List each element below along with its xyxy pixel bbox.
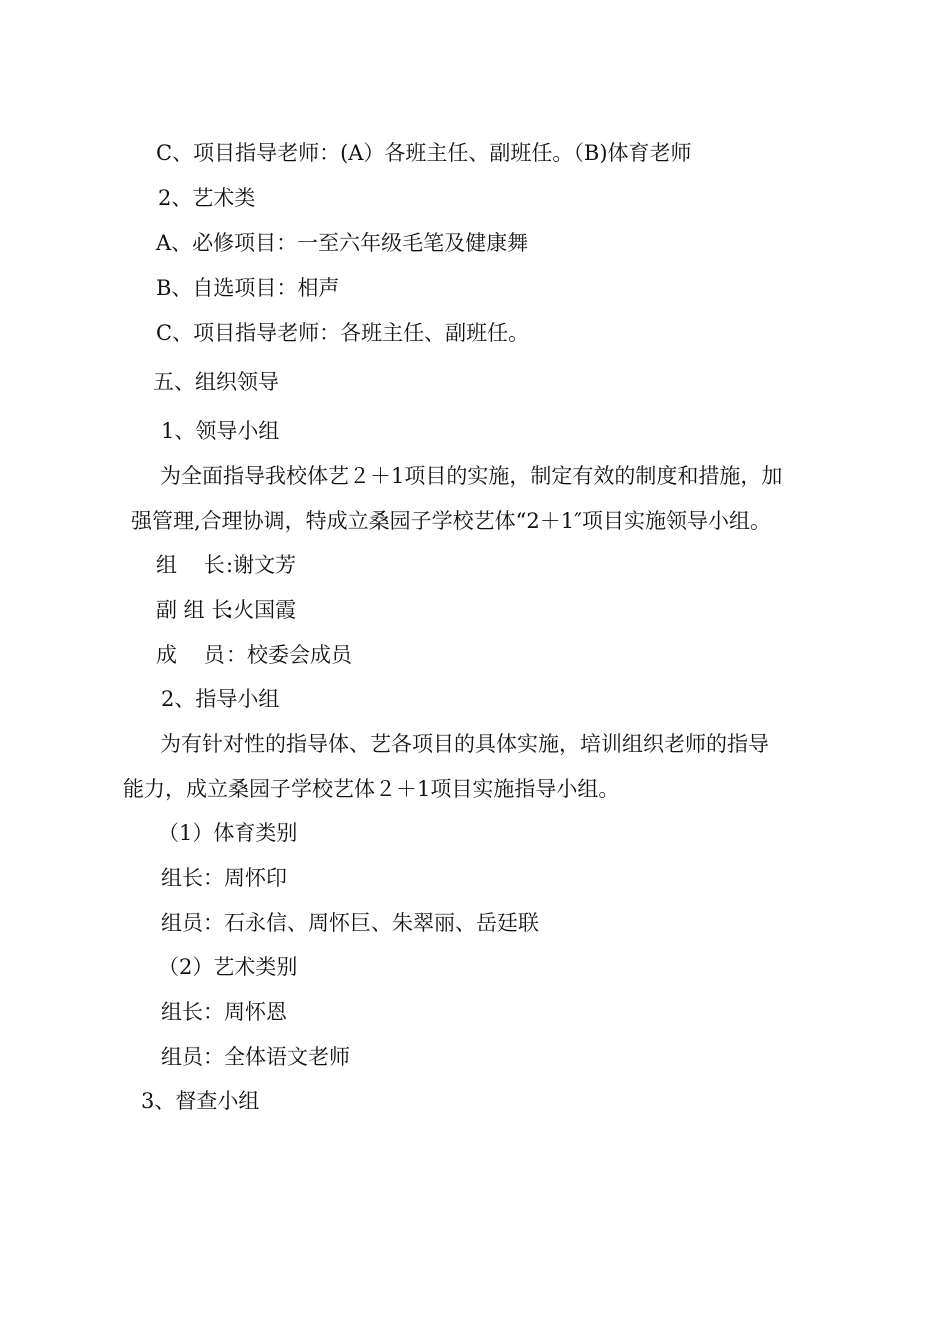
leader-row — [156, 550, 296, 580]
text-line-sports-members: 组员：石永信、周怀巨、朱翠丽、岳廷联 — [161, 911, 539, 935]
heading-supervision-group: 3、督查小组 — [141, 1089, 260, 1113]
text-line-art-members: 组员：全体语文老师 — [161, 1045, 350, 1069]
heading-art-category: 2、艺术类 — [158, 186, 256, 210]
paragraph-leadership-line-2: 强管理,合理协调，特成立桑园子学校艺体“2＋1″项目实施领导小组。 — [131, 509, 771, 533]
leader-label: 组 长 — [156, 553, 225, 577]
vice-leader-value: :火国霞 — [226, 598, 297, 622]
members-value: ：校委会成员 — [226, 643, 352, 667]
paragraph-guidance-line-1: 为有针对性的指导体、艺各项目的具体实施，培训组织老师的指导 — [160, 732, 769, 756]
text-line-sports-leader: 组长：周怀印 — [161, 866, 287, 890]
leader-value: :谢文芳 — [226, 553, 297, 577]
vice-leader-row — [156, 595, 296, 625]
text-line-guidance-teacher-art: C、项目指导老师：各班主任、副班任。 — [156, 321, 530, 345]
text-line-elective-items: B、自选项目：相声 — [156, 276, 340, 300]
paragraph-guidance-line-2: 能力，成立桑园子学校艺体２＋1项目实施指导小组。 — [123, 777, 620, 801]
heading-leadership-group: 1、领导小组 — [161, 419, 280, 443]
paragraph-leadership-line-1: 为全面指导我校体艺２＋1项目的实施，制定有效的制度和措施，加 — [160, 464, 783, 488]
subheading-art-category: （2）艺术类别 — [158, 955, 298, 979]
text-line-guidance-teacher-sports: C、项目指导老师：(A）各班主任、副班任。（B)体育老师 — [156, 141, 692, 165]
heading-guidance-group: 2、指导小组 — [161, 687, 280, 711]
subheading-sports-category: （1）体育类别 — [158, 821, 298, 845]
vice-leader-label: 副 组 长 — [156, 598, 233, 622]
text-line-art-leader: 组长：周怀恩 — [161, 1000, 287, 1024]
section-heading-organization: 五、组织领导 — [153, 370, 279, 394]
members-label: 成 员 — [156, 643, 225, 667]
text-line-required-items: A、必修项目：一至六年级毛笔及健康舞 — [156, 231, 529, 255]
members-row — [156, 640, 352, 670]
